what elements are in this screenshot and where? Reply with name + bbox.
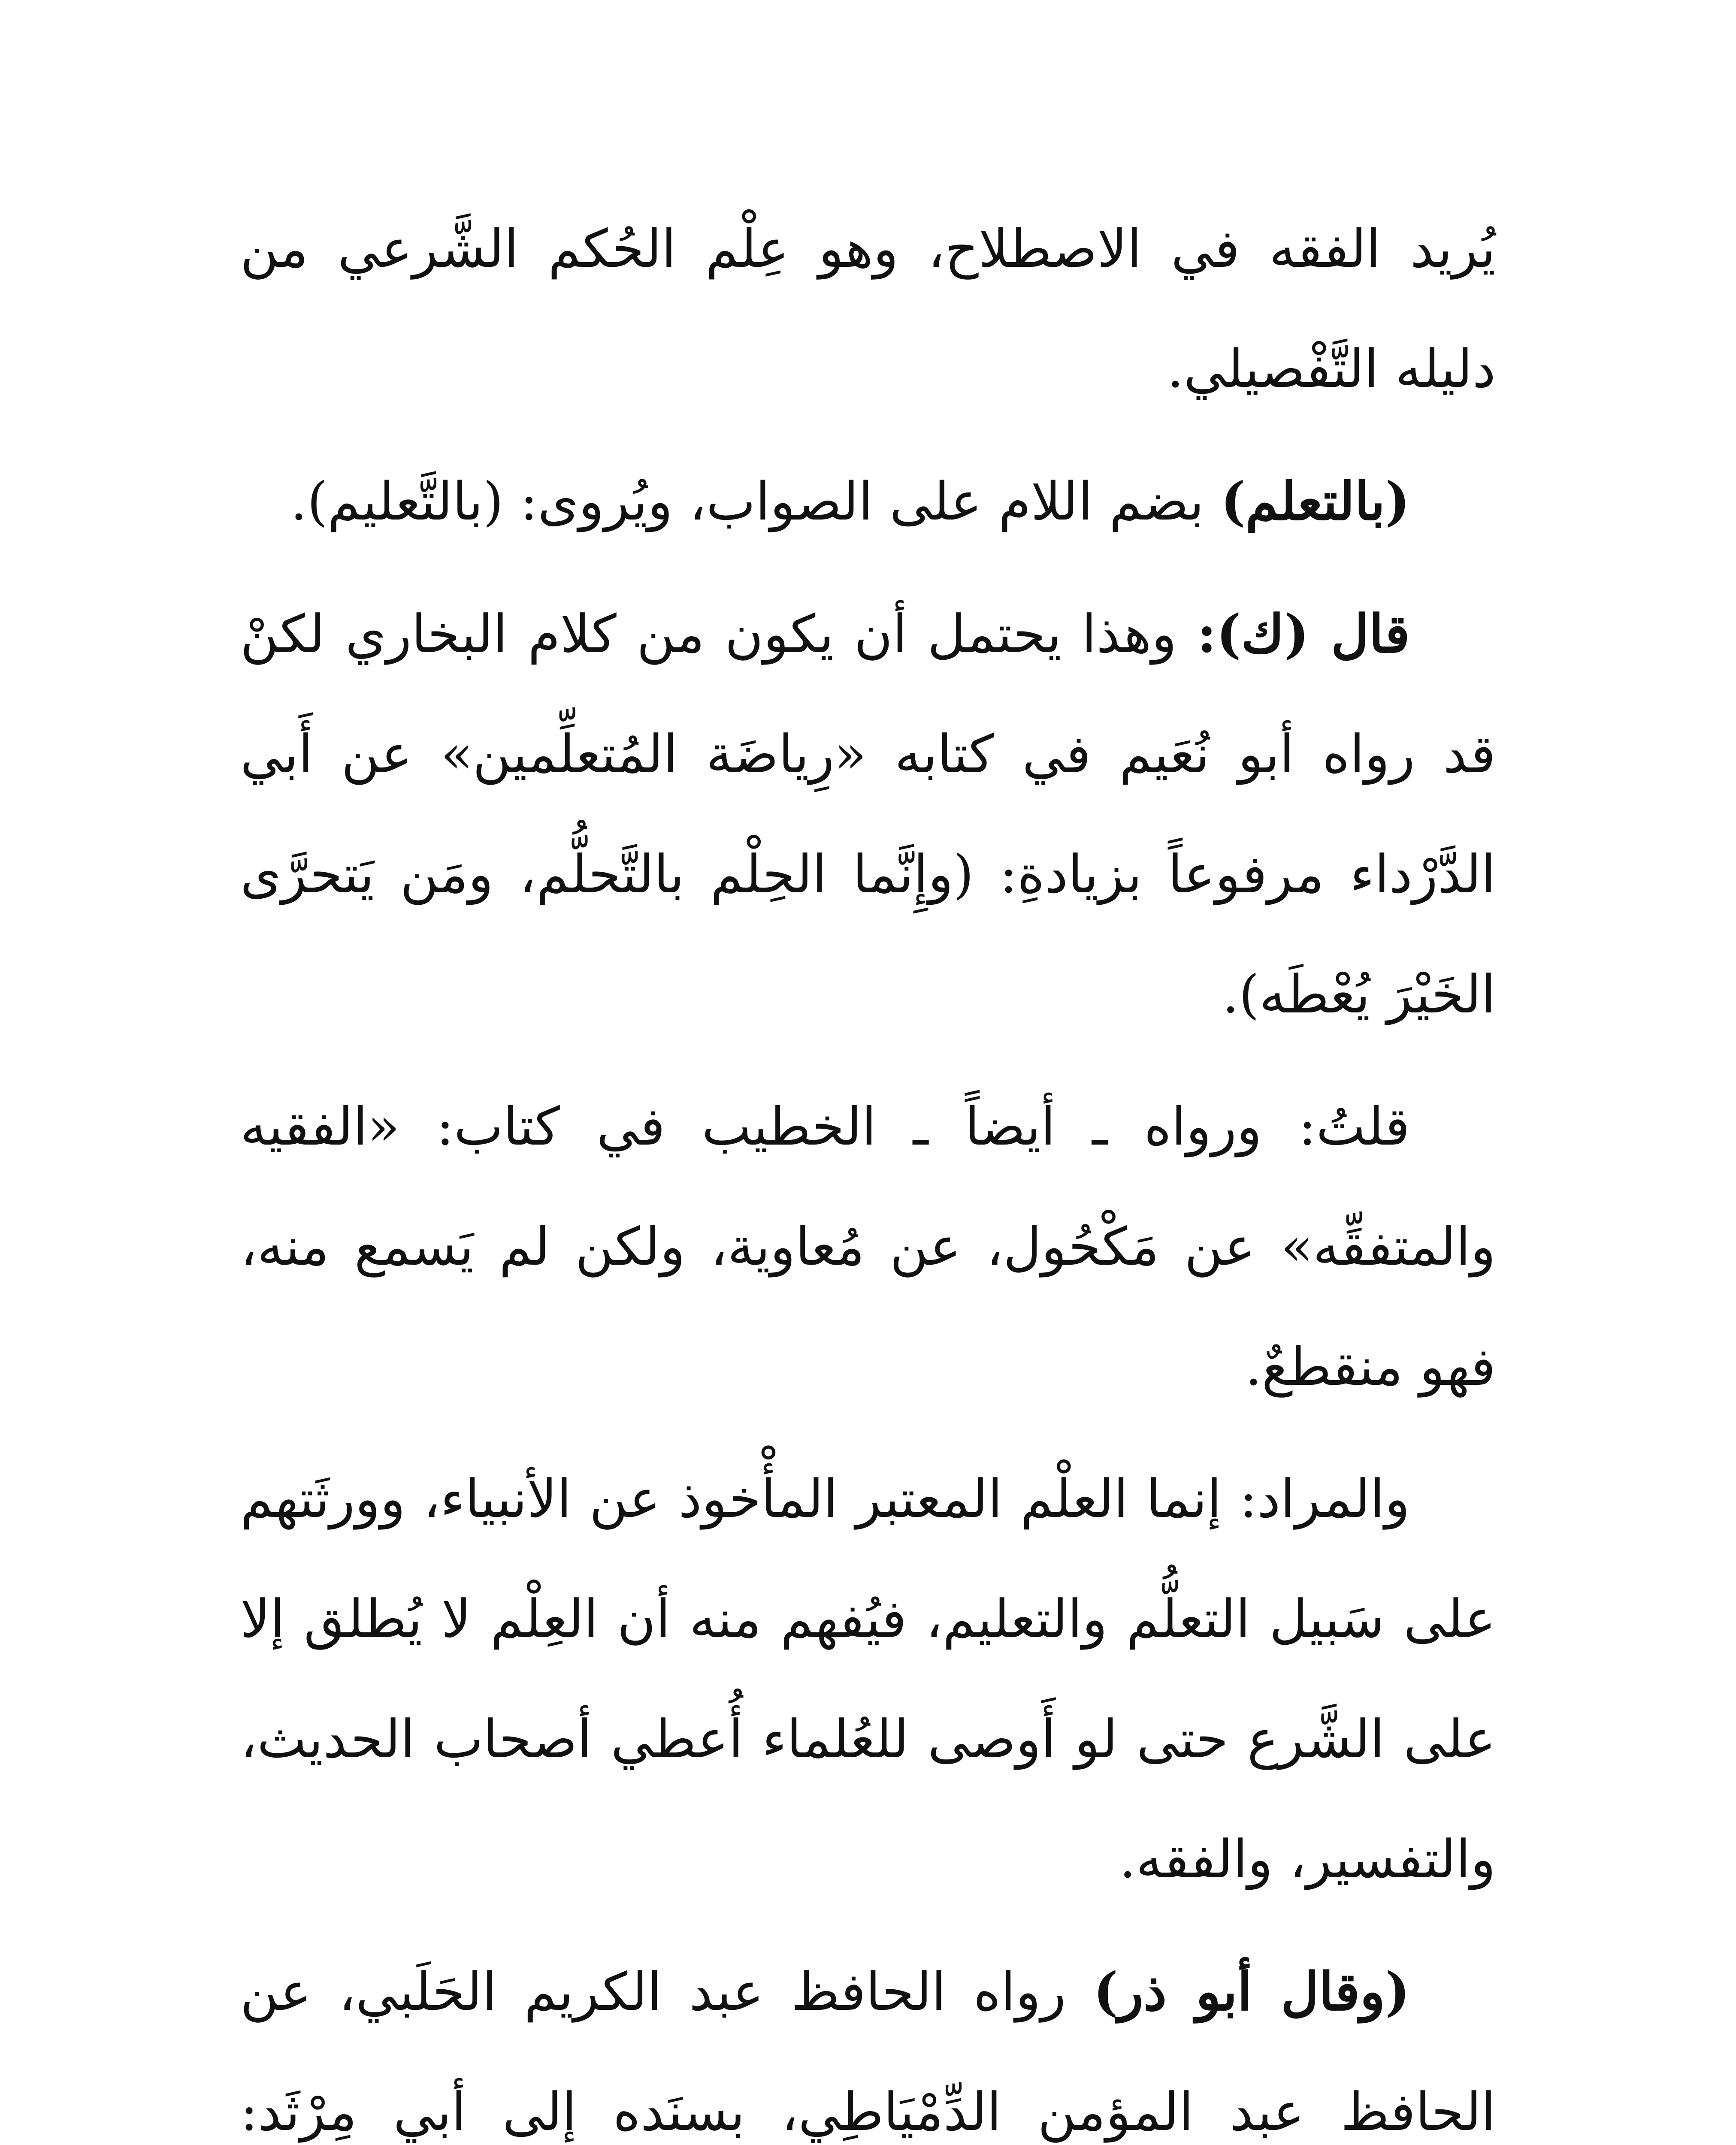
paragraph-text: رواه الحافظ عبد الكريم الحَلَبي، عن الحافظ عبد المؤمن الدِّمْيَاطِي، بسنَده إلى أبي مِرْثَد: [240,1961,1496,2142]
paragraph-lead: (وقال أبو ذر) [1093,1961,1410,2022]
paragraph-2 [240,441,1496,562]
body-text [240,189,1496,2145]
paragraph-6 [240,1931,1496,2145]
paragraph-4 [240,1066,1496,1427]
paragraph-text: والمراد: إنما العلْم المعتبر المأْخوذ عن الأنبياء، وورثَتهم على سَبيل التعلُّم والتعليم، فيُفهم منه أن العِلْم لا يُطلق إلا على الشَّرع حتى لو أَوصى للعُلماء أُعطي أصحاب الحديث، والتفسير، والفقه. [240,1468,1496,1890]
paragraph-3 [240,574,1496,1054]
paragraph-lead: قال (ك): [1197,603,1410,665]
paragraph-lead: (بالتعلم) [1221,470,1410,532]
paragraph-1 [240,189,1496,429]
paragraph-5 [240,1439,1496,1919]
paragraph-text: قلتُ: ورواه ـ أيضاً ـ الخطيب في كتاب: «الفقيه والمتفقِّه» عن مَكْحُول، عن مُعاوية، ولكن لم يَسمع منه، فهو منقطعٌ. [240,1096,1496,1397]
paragraph-text: بضم اللام على الصواب، ويُروى: (بالتَّعليم). [290,471,1221,532]
paragraph-text: وهذا يحتمل أن يكون من كلام البخاري لكنْ قد رواه أبو نُعَيم في كتابه «رِياضَة المُتعلِّمين» عن أَبي الدَّرْداء مرفوعاً بزيادةِ: (وإِنَّما الحِلْم بالتَّحلُّم، ومَن يَتحرَّى الخَيْرَ يُعْطَه). [240,604,1496,1025]
paragraph-text: يُريد الفقه في الاصطلاح، وهو عِلْم الحُكم الشَّرعي من دليله التَّفْصيلي. [240,218,1496,399]
